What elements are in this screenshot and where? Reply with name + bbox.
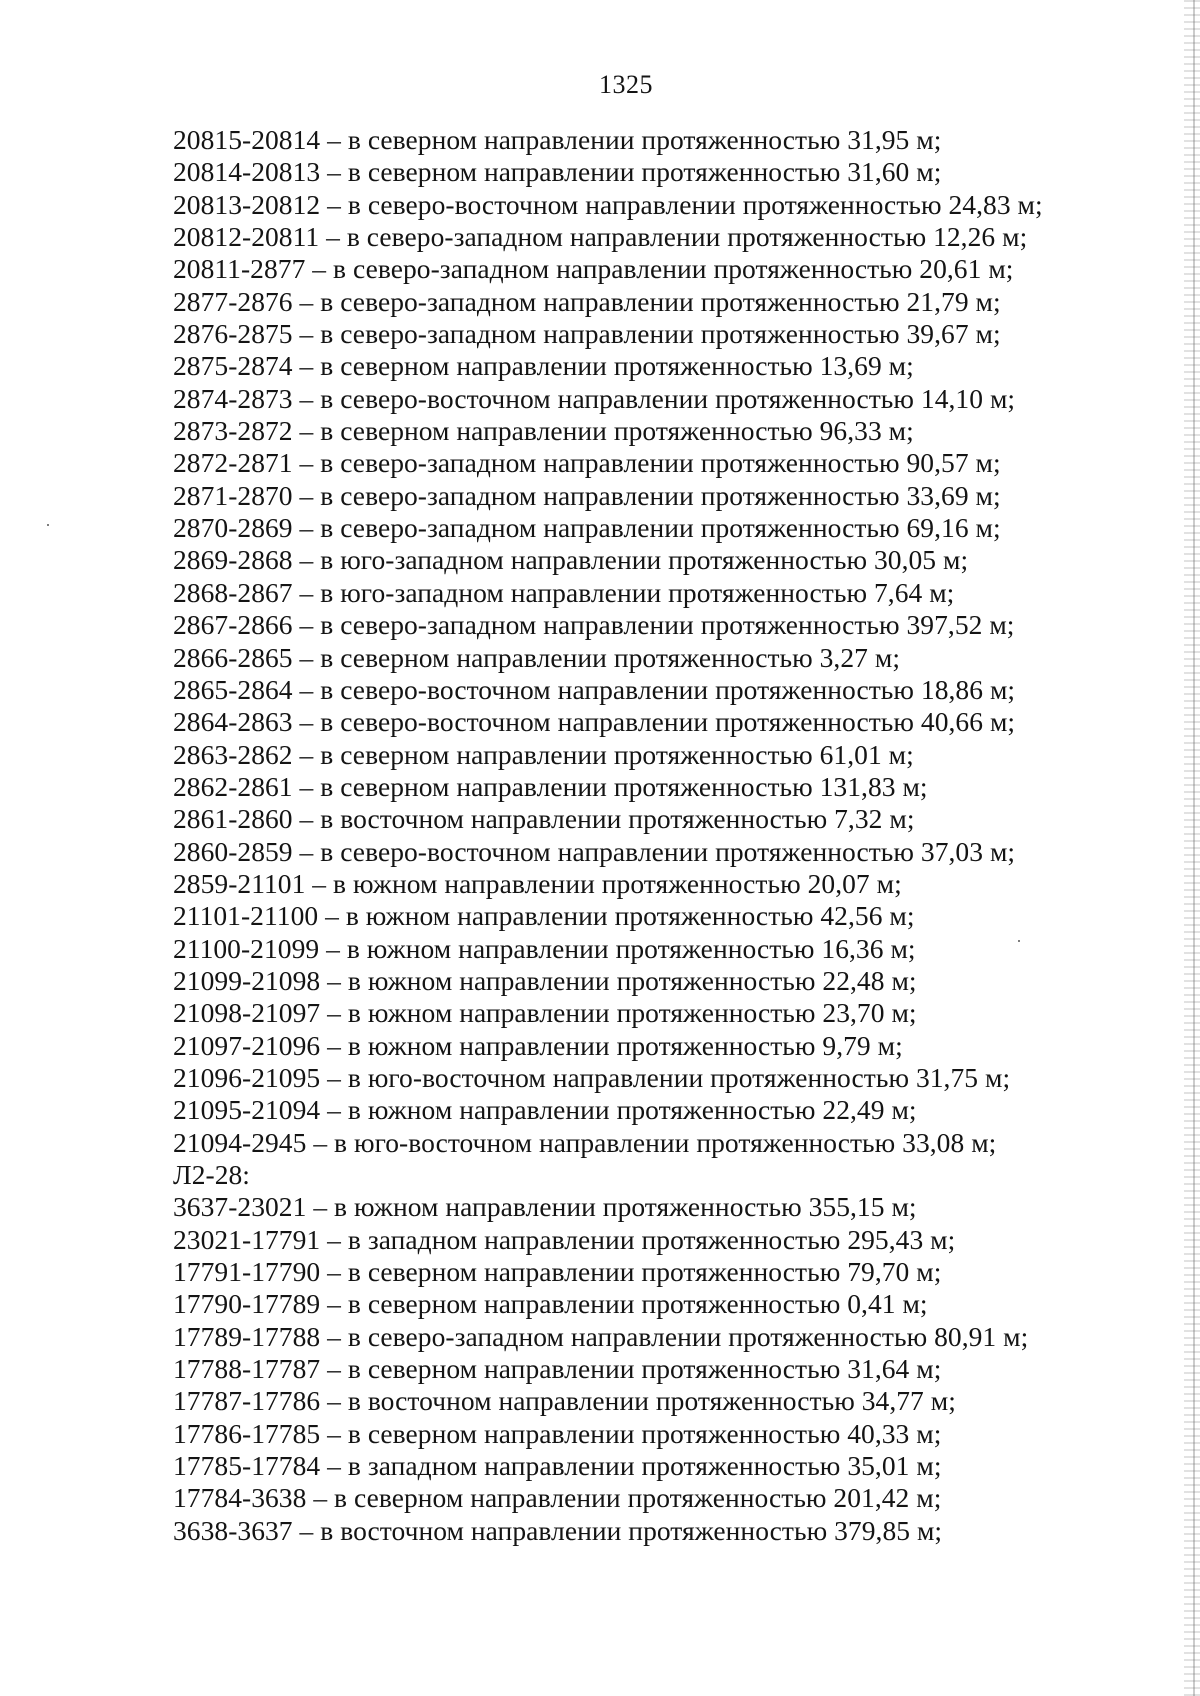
boundary-line: 2867-2866 – в северо-западном направлении протяженностью 397,52 м;: [173, 609, 1015, 641]
boundary-line: 23021-17791 – в западном направлении протяженностью 295,43 м;: [173, 1223, 956, 1255]
boundary-line: 21095-21094 – в южном направлении протяженностью 22,49 м;: [173, 1094, 917, 1126]
boundary-line: 2873-2872 – в северном направлении протяженностью 96,33 м;: [173, 415, 914, 447]
boundary-line: 2866-2865 – в северном направлении протяженностью 3,27 м;: [173, 641, 901, 673]
boundary-line: 17786-17785 – в северном направлении протяженностью 40,33 м;: [173, 1417, 942, 1449]
boundary-line: 2868-2867 – в юго-западном направлении протяженностью 7,64 м;: [173, 576, 955, 608]
boundary-line: 2861-2860 – в восточном направлении протяженностью 7,32 м;: [173, 803, 915, 835]
boundary-line: 2863-2862 – в северном направлении протяженностью 61,01 м;: [173, 738, 914, 770]
boundary-line: 20814-20813 – в северном направлении протяженностью 31,60 м;: [173, 156, 942, 188]
boundary-line: 21097-21096 – в южном направлении протяженностью 9,79 м;: [173, 1029, 903, 1061]
boundary-line: 21101-21100 – в южном направлении протяженностью 42,56 м;: [173, 900, 915, 932]
boundary-line: 2864-2863 – в северо-восточном направлении протяженностью 40,66 м;: [173, 706, 1016, 738]
boundary-line: 21094-2945 – в юго-восточном направлении протяженностью 33,08 м;: [173, 1126, 997, 1158]
boundary-line: 20813-20812 – в северо-восточном направлении протяженностью 24,83 м;: [173, 188, 1043, 220]
page-number: 1325: [599, 70, 653, 99]
scan-speck: [47, 524, 49, 526]
boundary-line: 21099-21098 – в южном направлении протяженностью 22,48 м;: [173, 964, 917, 996]
boundary-line: 17784-3638 – в северном направлении протяженностью 201,42 м;: [173, 1482, 942, 1514]
boundary-line: 17791-17790 – в северном направлении протяженностью 79,70 м;: [173, 1256, 942, 1288]
boundary-line: Л2-28:: [173, 1159, 250, 1190]
boundary-line: 2859-21101 – в южном направлении протяженностью 20,07 м;: [173, 867, 902, 899]
boundary-line: 2872-2871 – в северо-западном направлении протяженностью 90,57 м;: [173, 447, 1001, 479]
boundary-line: 20811-2877 – в северо-западном направлении протяженностью 20,61 м;: [173, 253, 1014, 285]
boundary-line: 2870-2869 – в северо-западном направлении протяженностью 69,16 м;: [173, 512, 1001, 544]
boundary-line: 17789-17788 – в северо-западном направлении протяженностью 80,91 м;: [173, 1320, 1029, 1352]
scan-edge-artifact: [1184, 0, 1200, 1696]
boundary-line: 20815-20814 – в северном направлении протяженностью 31,95 м;: [173, 124, 942, 155]
boundary-line: 2877-2876 – в северо-западном направлении протяженностью 21,79 м;: [173, 285, 1001, 317]
boundary-line: 17787-17786 – в восточном направлении протяженностью 34,77 м;: [173, 1385, 956, 1417]
boundary-line: 2862-2861 – в северном направлении протяженностью 131,83 м;: [173, 770, 928, 802]
boundary-line: 20812-20811 – в северо-западном направлении протяженностью 12,26 м;: [173, 221, 1028, 253]
boundary-line: 2874-2873 – в северо-восточном направлении протяженностью 14,10 м;: [173, 382, 1016, 414]
boundary-description-list: [173, 124, 1043, 1547]
boundary-line: 17785-17784 – в западном направлении протяженностью 35,01 м;: [173, 1450, 942, 1482]
boundary-line: 21098-21097 – в южном направлении протяженностью 23,70 м;: [173, 997, 917, 1029]
scan-speck: [1018, 940, 1020, 942]
boundary-line: 21100-21099 – в южном направлении протяженностью 16,36 м;: [173, 932, 916, 964]
boundary-line: 2876-2875 – в северо-западном направлении протяженностью 39,67 м;: [173, 318, 1001, 350]
boundary-line: 2865-2864 – в северо-восточном направлении протяженностью 18,86 м;: [173, 673, 1016, 705]
boundary-line: 3638-3637 – в восточном направлении протяженностью 379,85 м;: [173, 1514, 943, 1546]
boundary-line: 2860-2859 – в северо-восточном направлении протяженностью 37,03 м;: [173, 835, 1016, 867]
boundary-line: 17788-17787 – в северном направлении протяженностью 31,64 м;: [173, 1353, 942, 1385]
boundary-line: 2871-2870 – в северо-западном направлении протяженностью 33,69 м;: [173, 479, 1001, 511]
boundary-line: 2869-2868 – в юго-западном направлении протяженностью 30,05 м;: [173, 544, 969, 576]
boundary-line: 2875-2874 – в северном направлении протяженностью 13,69 м;: [173, 350, 914, 382]
boundary-line: 17790-17789 – в северном направлении протяженностью 0,41 м;: [173, 1288, 928, 1320]
boundary-line: 3637-23021 – в южном направлении протяженностью 355,15 м;: [173, 1191, 917, 1223]
boundary-line: 21096-21095 – в юго-восточном направлении протяженностью 31,75 м;: [173, 1061, 1011, 1093]
